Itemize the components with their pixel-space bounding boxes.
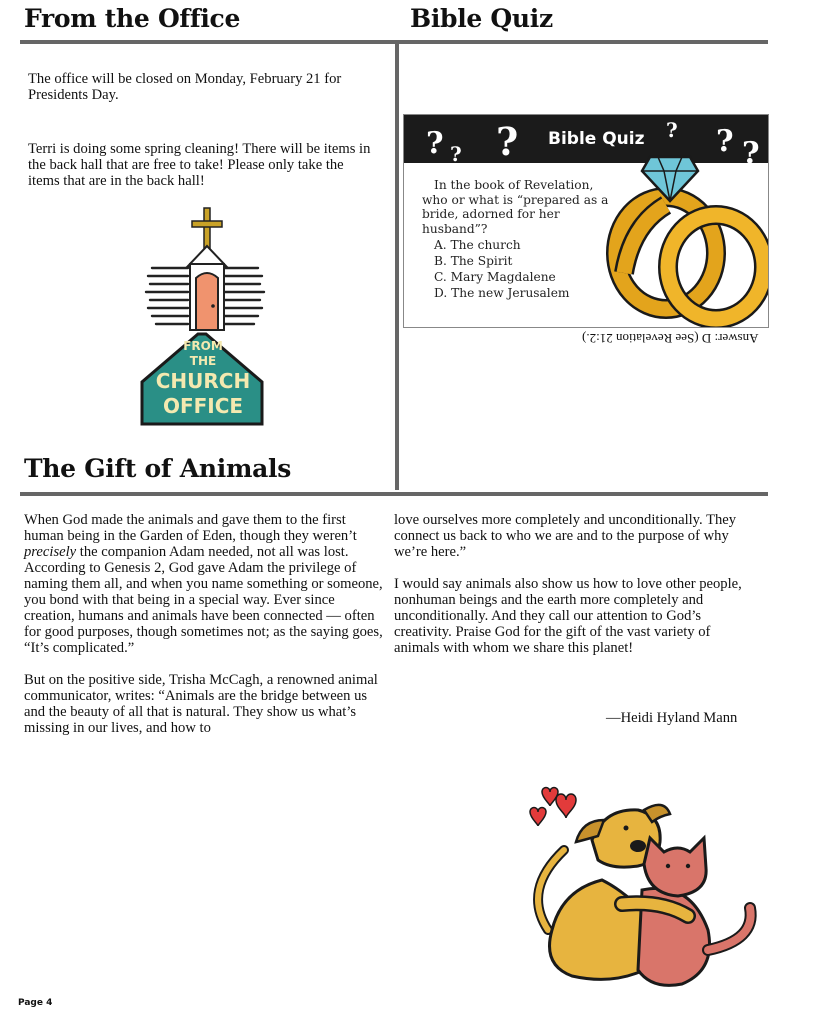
article-column-right: [394, 512, 750, 656]
article-paragraph-2: But on the positive side, Trisha McCagh, a renowned animal communicator, writes: “Animals are the bridge between us and the beauty of all that is natural. They show us what’s missing in our lives, and how to: [24, 672, 378, 736]
church-office-illustration: [138, 206, 270, 428]
bible-quiz-card: [403, 114, 769, 328]
sign-line-the: THE: [189, 354, 217, 368]
column-divider: [395, 44, 399, 490]
quiz-option: C. Mary Magdalene: [434, 270, 556, 284]
sign-line-office: OFFICE: [162, 394, 244, 418]
middle-rule: [20, 492, 768, 496]
top-rule: [20, 40, 768, 44]
quiz-question: In the book of Revelation, who or what is “prepared as a bride, adorned for her husband”?: [422, 178, 609, 236]
quiz-banner-title: Bible Quiz: [548, 129, 645, 149]
quiz-option: B. The Spirit: [434, 254, 513, 268]
sign-line-from: FROM: [183, 339, 223, 353]
sign-line-church: CHURCH: [155, 369, 251, 393]
office-notice-cleaning: Terri is doing some spring cleaning! There will be items in the back hall that are free to take! Please only take the items that are in the back hall!: [28, 141, 371, 189]
article-paragraph-1: When God made the animals and gave them to the first human being in the Garden of Eden, though they weren’t precisely the companion Adam needed, not all was lost. According to Genesis 2, God gave Adam the privilege of naming them all, and when you name something or someone, you bond with that being in a special way. Ever since creation, humans and animals have been connected — often for good purposes, though sometimes not; as the saying goes, “It’s complicated.”: [24, 512, 383, 656]
svg-text:?: ?: [426, 126, 444, 161]
svg-text:?: ?: [742, 136, 760, 165]
article-heading: The Gift of Animals: [24, 454, 291, 483]
page-number: Page 4: [18, 998, 53, 1008]
quiz-heading: Bible Quiz: [410, 4, 553, 33]
article-paragraph-4: I would say animals also show us how to love other people, nonhuman beings and the earth more completely and unconditionally. And they call our attention to God’s creativity. Praise God for the gift of the vast variety of animals with whom we share this planet!: [394, 576, 742, 656]
article-signature: —Heidi Hyland Mann: [606, 710, 738, 726]
quiz-answer-upside-down: Answer: D (See Revelation 21:2.): [582, 331, 759, 346]
quiz-option: D. The new Jerusalem: [434, 286, 570, 300]
article-column-left: [24, 512, 384, 736]
office-heading: From the Office: [24, 4, 241, 33]
svg-text:?: ?: [716, 124, 734, 159]
office-notice-closed: The office will be closed on Monday, February 21 for Presidents Day.: [28, 71, 342, 103]
wedding-rings-illustration: [604, 143, 768, 327]
quiz-option: A. The church: [434, 238, 521, 252]
svg-text:?: ?: [496, 119, 519, 164]
dog-and-cat-illustration: [512, 780, 772, 1000]
quiz-options: [434, 237, 569, 301]
svg-text:?: ?: [450, 142, 462, 165]
svg-text:?: ?: [666, 118, 678, 142]
article-paragraph-3: love ourselves more completely and unconditionally. They connect us back to who we are and to the purpose of why we’re here.”: [394, 512, 737, 560]
